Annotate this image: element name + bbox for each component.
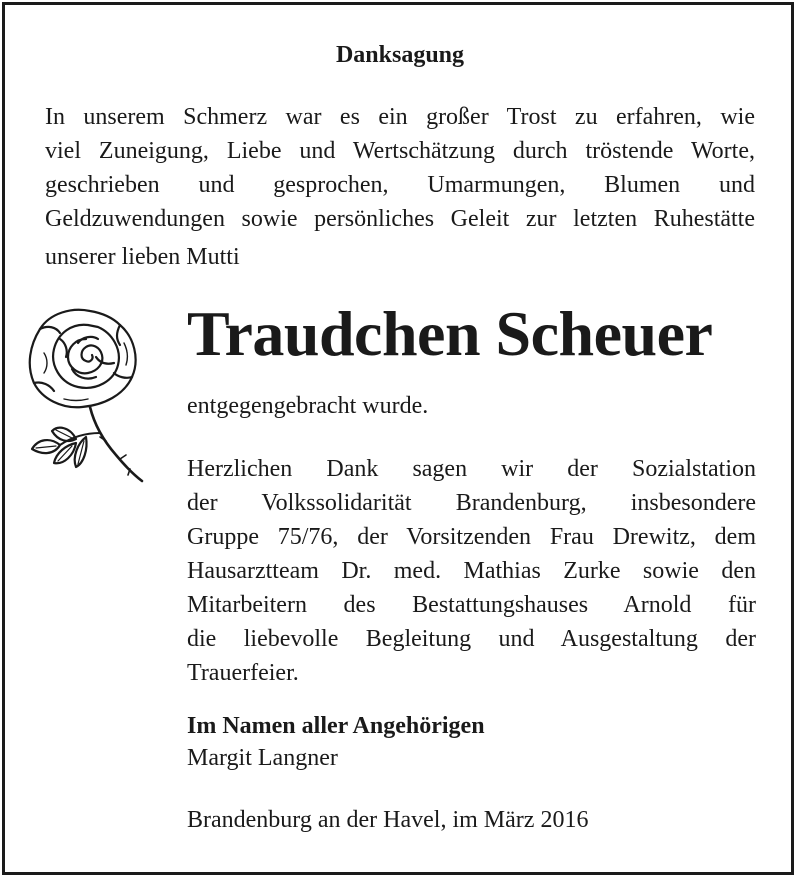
thanks-paragraph (187, 452, 756, 690)
received-text: entgegengebracht wurde. (187, 393, 429, 419)
thanks-line: Trauerfeier. (187, 660, 299, 686)
intro-paragraph (45, 100, 755, 274)
signature-name: Margit Langner (187, 745, 338, 771)
place-date: Brandenburg an der Havel, im März 2016 (187, 807, 589, 833)
thanks-line: Mitarbeitern des Bestattungshauses Arnold für (187, 592, 756, 618)
thanks-line: Gruppe 75/76, der Vorsitzenden Frau Drewitz, dem (187, 524, 756, 550)
intro-line: Geldzuwendungen sowie persönliches Geleit zur letzten Ruhestätte (45, 206, 755, 232)
intro-line: geschrieben und gesprochen, Umarmungen, Blumen und (45, 172, 755, 198)
signature-title: Im Namen aller Angehörigen (187, 713, 485, 739)
rose-icon (20, 303, 160, 486)
thanks-line: Herzlichen Dank sagen wir der Sozialstation (187, 456, 756, 482)
intro-line: unserer lieben Mutti (45, 244, 240, 270)
notice-heading: Danksagung (335, 42, 465, 68)
deceased-name: Traudchen Scheuer (187, 298, 713, 369)
thanks-line: Hausarztteam Dr. med. Mathias Zurke sowie den (187, 558, 756, 584)
thanks-line: die liebevolle Begleitung und Ausgestaltung der (187, 626, 756, 652)
intro-line: viel Zuneigung, Liebe und Wertschätzung durch tröstende Worte, (45, 138, 755, 164)
intro-line: In unserem Schmerz war es ein großer Trost zu erfahren, wie (45, 104, 755, 130)
thanks-line: der Volkssolidarität Brandenburg, insbesondere (187, 490, 756, 516)
